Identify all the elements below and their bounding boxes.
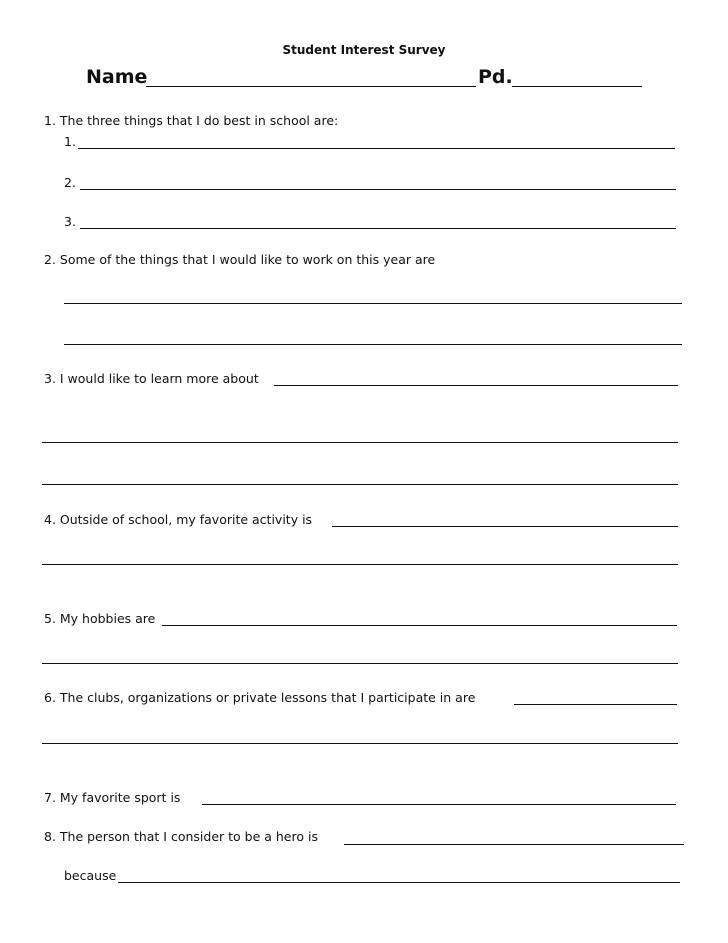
question-1-text: 1. The three things that I do best in school are: [44, 113, 339, 128]
question-6-answer-line-inline[interactable] [514, 704, 677, 705]
question-4-answer-line-1[interactable] [42, 564, 678, 565]
question-3-answer-line-1[interactable] [42, 442, 678, 443]
question-6-answer-line-1[interactable] [42, 743, 678, 744]
name-field[interactable] [146, 86, 476, 87]
period-label: Pd. [478, 66, 513, 88]
question-7-answer-line-inline[interactable] [202, 804, 676, 805]
question-7-text: 7. My favorite sport is [44, 790, 181, 805]
question-2-answer-line-1[interactable] [64, 303, 682, 304]
question-1-item-3-number: 3. [64, 214, 76, 229]
question-3-text: 3. I would like to learn more about [44, 371, 259, 386]
question-1-item-1-number: 1. [64, 134, 76, 149]
question-8-answer-line-inline[interactable] [344, 844, 684, 845]
question-1-answer-line-2[interactable] [80, 189, 676, 190]
question-2-answer-line-2[interactable] [64, 344, 682, 345]
question-8-because-answer-line[interactable] [118, 882, 680, 883]
question-3-answer-line-inline[interactable] [274, 385, 678, 386]
question-4-text: 4. Outside of school, my favorite activity is [44, 512, 313, 527]
question-6-text: 6. The clubs, organizations or private lessons that I participate in are [44, 690, 476, 705]
question-1-answer-line-1[interactable] [78, 148, 675, 149]
question-8-text: 8. The person that I consider to be a hero is [44, 829, 318, 844]
name-label: Name [86, 66, 148, 88]
question-5-answer-line-inline[interactable] [162, 625, 677, 626]
question-5-text: 5. My hobbies are [44, 611, 156, 626]
question-1-item-2-number: 2. [64, 175, 76, 190]
question-5-answer-line-1[interactable] [42, 663, 678, 664]
question-4-answer-line-inline[interactable] [332, 526, 678, 527]
question-1-answer-line-3[interactable] [80, 228, 676, 229]
question-2-text: 2. Some of the things that I would like to work on this year are [44, 252, 436, 267]
period-field[interactable] [512, 86, 642, 87]
page-title: Student Interest Survey [282, 43, 446, 57]
question-8-because-label: because [64, 868, 117, 883]
question-3-answer-line-2[interactable] [42, 484, 678, 485]
